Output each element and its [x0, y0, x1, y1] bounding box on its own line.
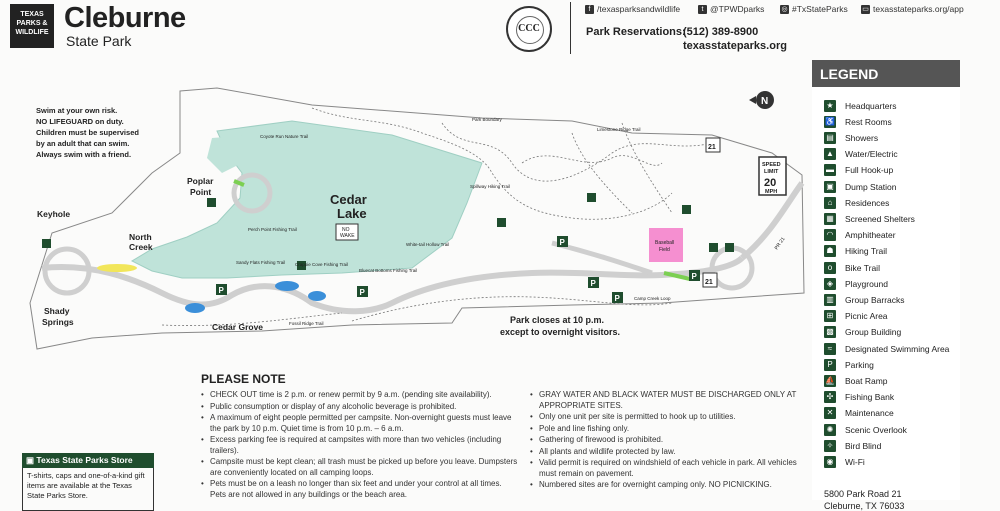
parking-p: P	[691, 272, 697, 281]
rule-item: • Only one unit per site is permitted to hook up to utilities.	[530, 412, 800, 423]
legend-item	[824, 195, 889, 210]
highlight-yellow	[97, 264, 137, 272]
legend-item	[824, 228, 896, 243]
legend-item	[824, 114, 892, 129]
highway-label: PR 21	[773, 236, 787, 252]
legend-label: Maintenance	[845, 408, 894, 419]
swim-area	[308, 291, 326, 301]
instagram-icon: ◎	[781, 5, 788, 13]
scenic-overlook-icon: ✺	[824, 424, 836, 436]
legend-label: Residences	[845, 197, 890, 208]
screened-shelters-icon: ▦	[824, 213, 836, 225]
legend-label: Bird Blind	[845, 440, 882, 451]
swim-notice-line: by an adult that can swim.	[36, 139, 130, 148]
spur-road	[552, 243, 652, 273]
swim-area	[275, 281, 299, 291]
logo-line: TEXAS	[20, 11, 44, 18]
area-label: Springs	[42, 317, 74, 327]
speed-sign-text: 20	[764, 177, 777, 189]
trail-label: Limestone Ridge Trail	[597, 127, 641, 132]
area-label: Creek	[129, 242, 153, 252]
park-address	[824, 488, 904, 511]
hiking-trail-icon: ☗	[824, 245, 836, 257]
legend-label: Full Hook-up	[845, 165, 894, 176]
trail-label: Sandy Flats Fishing Trail	[236, 260, 286, 265]
trail-line	[522, 123, 672, 213]
designated-swimming-area-icon: ≈	[824, 343, 836, 355]
swim-notice-line: NO LIFEGUARD on duty.	[36, 117, 124, 126]
legend-item	[824, 260, 880, 275]
speed-sign-text: LIMIT	[764, 169, 779, 175]
trail-label: Spillway Hiking Trail	[470, 184, 511, 189]
store-icon: ▣	[26, 455, 37, 465]
rule-item: • Campsite must be kept clean; all trash must be picked up before you leave. Dumpsters are conveniently located on all camping loops.	[201, 457, 519, 478]
park-closes-text: Park closes at 10 p.m.	[510, 315, 605, 325]
legend-label: Playground	[845, 278, 889, 289]
showers-icon: ▤	[824, 132, 836, 144]
headquarters-icon	[725, 243, 734, 252]
full-hook-up-icon: ▬	[826, 165, 834, 175]
social-text: #TxStateParks	[792, 4, 848, 14]
rest-rooms-icon: ♿	[825, 116, 835, 126]
group-barracks-icon: ▥	[824, 294, 836, 306]
legend-label: Designated Swimming Area	[845, 343, 950, 354]
twitter-icon: t	[698, 5, 707, 14]
boat-ramp-icon: ⛵	[825, 375, 835, 385]
legend-label: Boat Ramp	[845, 375, 888, 386]
road-number: 21	[705, 279, 713, 286]
rule-item: • Valid permit is required on windshield of each vehicle in park. All vehicles must remain on pavement.	[530, 458, 800, 479]
rule-item: • Gathering of firewood is prohibited.	[530, 435, 800, 446]
social-text: @TPWDparks	[710, 4, 765, 14]
amphitheater-icon: ◠	[824, 229, 836, 241]
social-text: /texasparksandwildlife	[597, 4, 681, 14]
tpwd-logo	[10, 4, 54, 48]
legend-item	[824, 292, 905, 307]
rules-right	[530, 390, 800, 492]
legend-label: Wi-Fi	[845, 456, 865, 467]
store-title-text: Texas State Parks Store	[36, 455, 133, 465]
legend-item	[824, 130, 878, 145]
speed-sign-text: MPH	[765, 189, 778, 195]
rule-item: • Numbered sites are for overnight camping only. NO PICNICKING.	[530, 480, 800, 491]
legend-item	[824, 422, 907, 437]
legend-label: Bike Trail	[845, 262, 880, 273]
header-divider	[570, 2, 571, 54]
legend-item	[824, 438, 881, 453]
field-label: Field	[659, 247, 670, 253]
reservations-site[interactable]: texasstateparks.org	[683, 40, 787, 52]
parking-p: P	[590, 279, 596, 288]
park-subtitle: State Park	[66, 33, 132, 49]
facebook-icon: f	[585, 5, 594, 14]
no-wake-text: WAKE	[340, 233, 355, 239]
hiking-icon	[587, 193, 596, 202]
rule-item: • Public consumption or display of any alcoholic beverage is prohibited.	[201, 402, 519, 413]
legend-item	[824, 357, 874, 372]
legend-label: Group Barracks	[845, 294, 905, 305]
area-label: Shady	[44, 306, 70, 316]
amenity-icon	[42, 239, 51, 248]
logo-line: PARKS &	[16, 20, 48, 27]
swim-area	[185, 303, 205, 313]
legend-label: Group Building	[845, 327, 902, 338]
trail-label: Crappie Cove Fishing Trail	[295, 262, 349, 267]
parking-p: P	[614, 294, 620, 303]
parking-p: P	[359, 288, 365, 297]
rule-item: • Excess parking fee is required at campsites with more than two vehicles (including trailers).	[201, 435, 519, 456]
trail-label: Park Boundary	[472, 117, 502, 122]
legend-label: Fishing Bank	[845, 392, 895, 403]
maintenance-icon: ✕	[824, 407, 836, 419]
rule-item: • Pets must be on a leash no longer than six feet and under your control at all times. Pets are not allowed in any buildings or the beach area.	[201, 479, 519, 500]
legend-item	[824, 373, 888, 388]
lake-name: Lake	[337, 206, 367, 221]
amenity-icon	[709, 243, 718, 252]
road-number: 21	[708, 144, 716, 151]
legend-label: Headquarters	[845, 100, 897, 111]
area-label: North	[129, 232, 152, 242]
social-twitter[interactable]	[698, 4, 764, 14]
rule-item: • Pole and line fishing only.	[530, 424, 800, 435]
park-title: Cleburne	[64, 2, 186, 34]
area-label: Keyhole	[37, 209, 71, 219]
rules-left	[201, 390, 519, 501]
trail-label: Perch Point Fishing Trail	[248, 227, 297, 232]
swim-notice-line: Always swim with a friend.	[36, 150, 132, 159]
area-label: Poplar	[187, 176, 214, 186]
field-label: Baseball	[655, 240, 675, 246]
logo-line: WILDLIFE	[15, 29, 49, 36]
legend-item	[824, 390, 894, 405]
parking-p: P	[218, 286, 224, 295]
residences-icon: ⌂	[824, 197, 836, 209]
social-web[interactable]	[861, 4, 964, 14]
legend-label: Dump Station	[845, 181, 897, 192]
seal-text: CCC	[518, 23, 540, 34]
legend-item	[824, 147, 898, 162]
social-text: texasstateparks.org/app	[873, 4, 964, 14]
amenity-icon	[682, 205, 691, 214]
trail-label: Bluecat Bottoms Fishing Trail	[359, 268, 418, 273]
bird-blind-icon: ✧	[824, 440, 836, 452]
trail-label: Fossil Ridge Trail	[289, 321, 324, 326]
trail-label: Coyote Run Nature Trail	[260, 134, 309, 139]
parking-p: P	[559, 238, 565, 247]
legend-item	[824, 98, 897, 113]
playground-icon: ◈	[824, 278, 836, 290]
group-building-icon: ▩	[824, 326, 836, 338]
reservations-phone[interactable]: (512) 389-8900	[683, 26, 759, 38]
legend-title: LEGEND	[812, 60, 960, 87]
park-map	[12, 63, 807, 365]
legend-label: Scenic Overlook	[845, 424, 907, 435]
north-letter: N	[761, 96, 769, 107]
social-facebook[interactable]	[585, 4, 680, 14]
store-title	[22, 453, 154, 468]
lake-name: Cedar	[330, 192, 367, 207]
please-note-title: PLEASE NOTE	[201, 372, 286, 386]
social-instagram[interactable]	[780, 4, 848, 14]
legend-item	[824, 341, 949, 356]
area-label: Cedar Grove	[212, 322, 264, 332]
speed-sign-text: SPEED	[762, 162, 781, 168]
rule-item: • GRAY WATER AND BLACK WATER MUST BE DISCHARGED ONLY AT APPROPRIATE SITES.	[530, 390, 800, 411]
legend-label: Parking	[845, 359, 874, 370]
address-line: Cleburne, TX 76033	[824, 501, 905, 511]
legend-label: Amphitheater	[845, 230, 896, 241]
legend-item	[824, 406, 894, 421]
web-icon: ▭	[862, 5, 869, 13]
legend-label: Rest Rooms	[845, 116, 892, 127]
park-closes-text: except to overnight visitors.	[500, 327, 621, 337]
legend-item	[824, 211, 915, 226]
legend-item	[824, 454, 865, 469]
swim-notice-line: Children must be supervised	[36, 128, 139, 137]
rule-item: • CHECK OUT time is 2 p.m. or renew permit by 9 a.m. (pending site availability).	[201, 390, 519, 401]
wi-fi-icon: ◉	[824, 456, 836, 468]
amenity-icon	[207, 198, 216, 207]
legend-item	[824, 276, 888, 291]
address-line: 5800 Park Road 21	[824, 489, 902, 499]
reservations-label: Park Reservations:	[586, 26, 686, 38]
legend-item	[824, 244, 887, 259]
trail-label: White-tail Hollow Trail	[406, 242, 450, 247]
cedar-lake	[132, 121, 482, 278]
picnic-area-icon: ⊞	[824, 310, 836, 322]
legend-label: Water/Electric	[845, 149, 898, 160]
swim-notice-line: Swim at your own risk.	[36, 106, 118, 115]
legend-item	[824, 163, 893, 178]
dump-station-icon: ▣	[824, 181, 836, 193]
bike-trail-icon: ᴏ	[824, 262, 836, 274]
ccc-seal-icon	[506, 6, 552, 52]
rule-item: • A maximum of eight people permitted per campsite. Non-overnight guests must leave the park by 10 p.m. Quiet time is from 10 p.m. – 6 a.m.	[201, 413, 519, 434]
legend-item	[824, 309, 888, 324]
fishing-bank-icon: ✣	[824, 391, 836, 403]
area-label: Point	[190, 187, 212, 197]
legend-label: Showers	[845, 132, 879, 143]
trail-label: Camp Creek Loop	[634, 296, 671, 301]
parking-icon: P	[824, 359, 836, 371]
store-body: T-shirts, caps and one-of-a-kind gift items are available at the Texas State Parks Store.	[22, 468, 154, 511]
legend-item	[824, 179, 897, 194]
no-wake-text: NO	[342, 227, 350, 233]
hiking-icon	[497, 218, 506, 227]
water-electric-icon: ▲	[824, 148, 836, 160]
legend-label: Hiking Trail	[845, 246, 888, 257]
legend-item	[824, 325, 901, 340]
headquarters-icon: ★	[824, 100, 836, 112]
trail-line	[442, 123, 712, 181]
legend-label: Screened Shelters	[845, 213, 915, 224]
rule-item: • All plants and wildlife protected by law.	[530, 447, 800, 458]
legend-label: Picnic Area	[845, 311, 888, 322]
